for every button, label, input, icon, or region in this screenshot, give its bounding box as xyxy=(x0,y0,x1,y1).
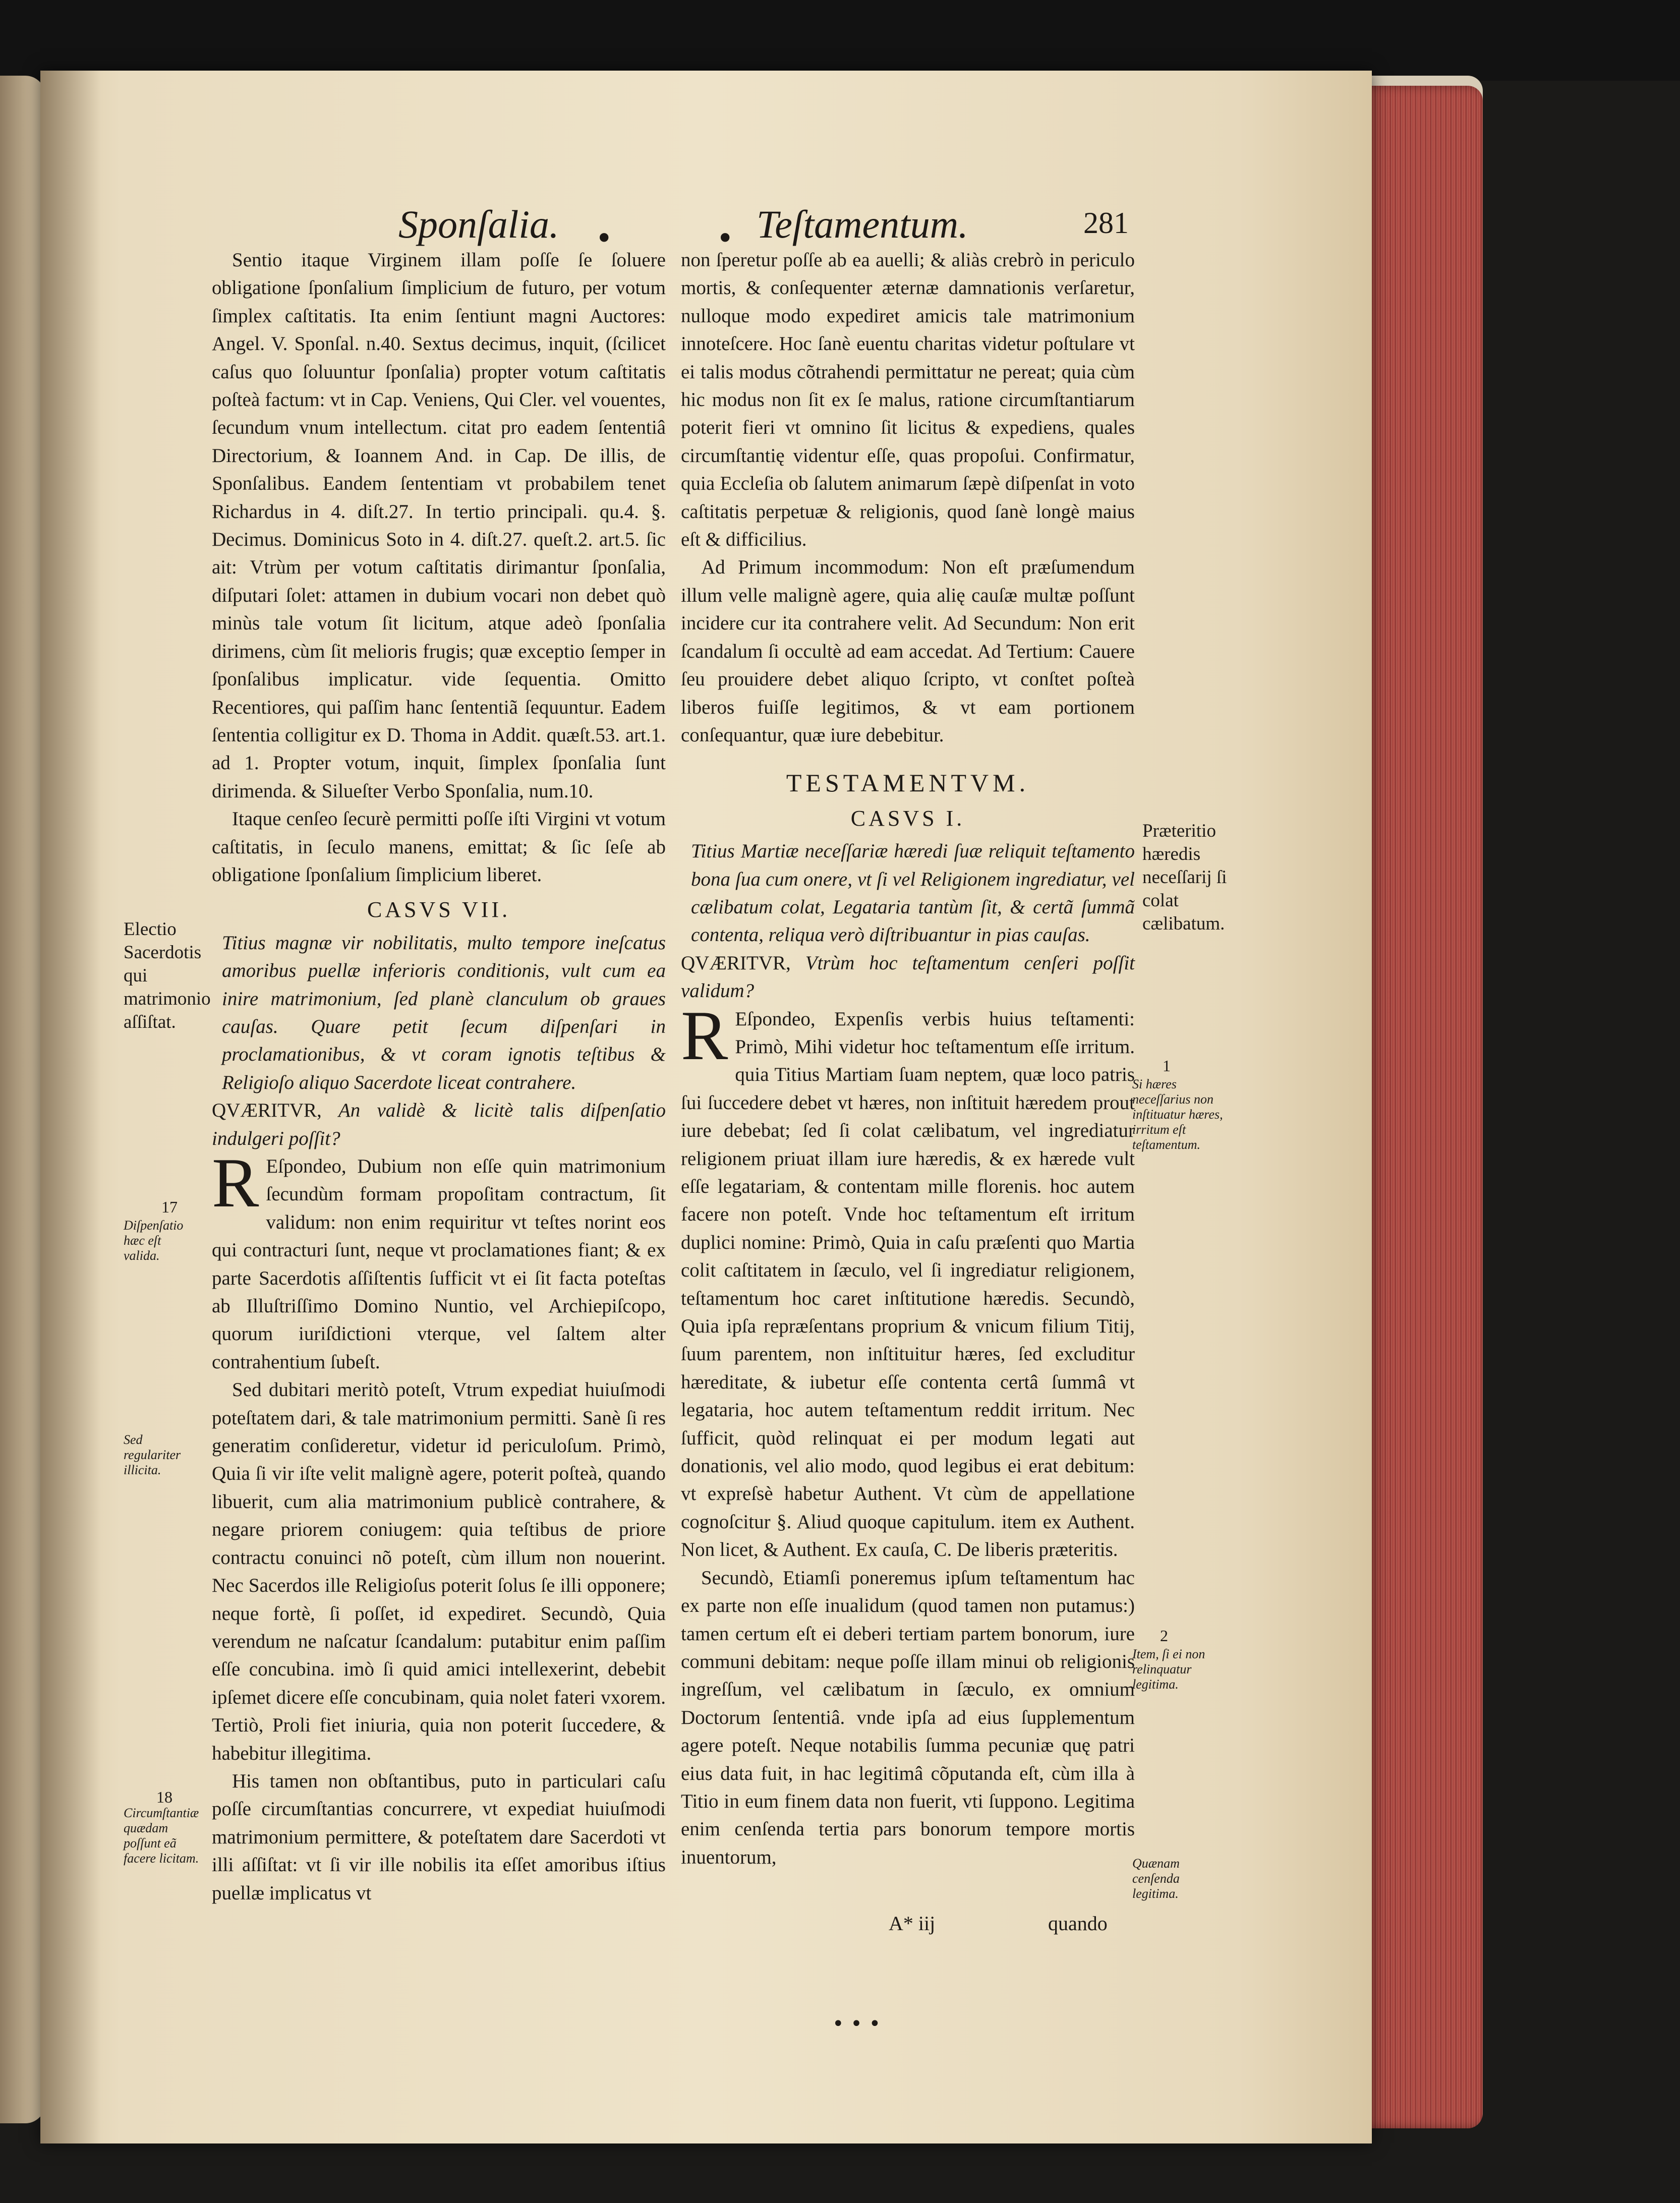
margin-note-circumstantiae: Circumſtantiæ quædam poſſunt eã facere licitam. xyxy=(124,1806,199,1866)
drop-cap: R xyxy=(681,996,728,1075)
signature-mark: A* iij xyxy=(889,1912,936,1935)
margin-note-si-haeres: Si hæres neceſſarius non inſtituatur hæres, irritum eſt teſtamentum. xyxy=(1132,1077,1223,1152)
paragraph: Sed dubitari meritò poteſt, Vtrum expediat huiuſmodi poteſtatem dari, & tale matrimonium permitti. Sanè ſi res generatim conſideretur, videtur id periculoſum. Primò, Quia ſi vir iſte velit malignè agere, poterit poſteà, quando libuerit, cum alia matrimonium publicè contrahere, & negare priorem coniugem: quia teſtibus de priore contractu conuinci nõ poteſt, cùm illum non nouerint. Nec Sacerdos ille Religioſus poterit ſolus ſe illi opponere; neque fortè, ſi poſſet, id expediret. Secundò, Quia verendum ne naſcatur ſcandalum: putabitur enim paſſim eſſe concubina. imò ſi quid amici intellexerint, debebit ipſemet dicere eſſe concubinam, quia nolet fateri vxorem. Tertiò, Proli fiet iniuria, quia non poterit ſuccedere, & habebitur illegitima. xyxy=(212,1379,666,1764)
question-text: Vtrùm hoc teſtamentum cenſeri poſſit validum? xyxy=(681,952,1135,1002)
margin-number: 18 xyxy=(156,1788,172,1806)
ornament-dot: • xyxy=(595,221,613,256)
section-heading: TESTAMENTVM. xyxy=(786,769,1030,797)
question xyxy=(212,1096,666,1152)
page-number: 281 xyxy=(1083,206,1129,240)
right-column xyxy=(681,246,1135,1871)
ornament-dot: • xyxy=(716,221,734,256)
response-text: Eſpondeo, Expenſis verbis huius teſtamenti: Primò, Mihi videtur hoc teſtamentum eſſe irritum. quia Titius Martiam ſuam neptem, quæ loco patris ſui ſuccedere debet vt hæres, non inſtituit hæredem prout iure debebat; ſed ſi colat cælibatum, vel ingrediatur religionem priuat illam iure hæredis, & ex hærede vult eſſe legatariam, & contentam mille florenis. hoc autem facere non poteſt. Vnde hoc teſtamentum eſt irritum duplici nomine: Primò, Quia in caſu præſenti quo Martia colit caſtitatem in ſæculo, vel ſi ingrediatur religionem, teſtamentum hoc caret inſtitutione hæredis. Secundò, Quia ipſa repræſentans proprium & vnicum filium Titij, ſuum parentem, non inſtituitur hæres, ſed excluditur hæreditate, & iubetur eſſe contenta certâ ſummâ vt legataria, hoc autem teſtamentum reddit irritum. Nec ſufficit, quòd relinquat ei per modum legati aut donationis, vel alio modo, quod legibus ei erat debitum: vt expreſsè habetur Authent. Vt cùm de appellatione cognoſcitur §. Aliud quoque capitulum. item ex Authent. Non licet, & Authent. Ex cauſa, C. De liberis præteritis. xyxy=(681,1008,1135,1561)
catchword: quando xyxy=(1048,1912,1108,1935)
margin-number: 2 xyxy=(1160,1627,1168,1645)
case-heading: CASVS I. xyxy=(850,805,965,831)
margin-note-electio: Electio Sacerdotis qui matrimonio aſſiſtat. xyxy=(124,919,211,1032)
paragraph: Sentio itaque Virginem illam poſſe ſe ſoluere obligatione ſponſalium ſimplicium de futuro, per votum ſimplex caſtitatis. Ita enim ſentiunt magni Auctores: Angel. V. Sponſal. n.40. Sextus decimus, inquit, (ſcilicet caſus quo ſoluuntur ſponſalia) propter votum caſtitatis poſteà factum: vt in Cap. Veniens, Qui Cler. vel vouentes, ſecundum vnum intellectum. citat pro eadem ſententiâ Directorium, & Ioannem And. in Cap. De illis, de Sponſalibus. Eandem ſententiam vt probabilem tenet Richardus in 4. diſt.27. In tertio principali. qu.4. §. Decimus. Dominicus Soto in 4. diſt.27. queſt.2. art.5. ſic ait: Vtrùm per votum caſtitatis dirimantur ſponſalia, diſputari ſolet: attamen in dubium vocari non debet quò minùs tale votum ſit licitum, atque adeò ſponſalia dirimens, cùm ſit melioris frugis; quæ exceptio ſemper in ſponſalibus implicatur. vide ſequentia. Omitto Recentiores, qui paſſim hanc ſententiã ſequuntur. Eadem ſententia colligitur ex D. Thoma in Addit. quæſt.53. art.1. ad 1. Propter votum, inquit, ſimplex ſponſalia ſunt dirimenda. & Silueſter Verbo Sponſalia, num.10. xyxy=(212,249,666,802)
running-head-right: Teſtamentum. xyxy=(757,202,968,246)
margin-number: 1 xyxy=(1163,1057,1171,1075)
question xyxy=(681,949,1135,1005)
case-heading: CASVS VII. xyxy=(367,897,511,922)
paragraph: Itaque cenſeo ſecurè permitti poſſe iſti Virgini vt votum caſtitatis, in ſeculo manens, emittat; & ſic ſeſe ab obligatione ſponſalium ſimplicium liberet. xyxy=(212,808,666,886)
margin-note-item: Item, ſi ei non relinquatur legitima. xyxy=(1132,1647,1205,1692)
paragraph: His tamen non obſtantibus, puto in particulari caſu poſſe circumſtantias concurrere, vt expediat huiuſmodi matrimonium permittere, & poteſtatem dare Sacerdoti vt illi aſſiſtat: vt ſi vir ille nobilis ita eſſet amoribus iſtius puellæ implicatus vt xyxy=(212,1770,666,1904)
paragraph: Ad Primum incommodum: Non eſt præſumendum illum velle malignè agere, quia alię cauſæ multæ poſſunt incidere cur ita contrahere velit. Ad Secundum: Non erit ſcandalum ſi occultè ad eam accedat. Ad Tertium: Cauere ſeu prouidere debet aliquo ſcripto, vt conſtet poſteà liberos fuiſſe legitimos, & vt eam portionem conſequantur, quæ iure debebitur. xyxy=(681,556,1135,746)
margin-note-sed-regulariter: Sed regulariter illicita. xyxy=(124,1432,181,1477)
left-column xyxy=(212,246,666,1907)
paragraph: Secundò, Etiamſi poneremus ipſum teſtamentum hac ex parte non eſſe inualidum (quod tamen non putamus:) tamen certum eſt ei deberi tertiam partem bonorum, iure communi debitam: neque poſſe illam minui ob religionis ingreſſum, vel cælibatum in ſæculo, ex omnium Doctorum ſententiâ. vnde ipſa ad eius ſupplementum agere poteſt. Neque notabilis ſumma pecuniæ quę patri eius data fuit, in hac legitimâ cõputanda eſt, cùm illa à Titio in eum finem data non fuerit, vti ſuppono. Legitima enim cenſenda tertia pars bonorum tempore mortis inuentorum, xyxy=(681,1567,1135,1868)
ink-specks: • • • xyxy=(832,2012,881,2036)
margin-note-dispensatio: Diſpenſatio hæc eſt valida. xyxy=(124,1218,184,1263)
running-head-left: Sponſalia. xyxy=(398,202,559,246)
response-text: Eſpondeo, Dubium non eſſe quin matrimonium ſecundùm formam propoſitam contractum, ſit validum: non enim requiritur vt teſtes norint eos qui contracturi ſunt, neque vt proclamationes fiant; & ex parte Sacerdotis aſſiſtentis ſufficit vt ei ſit facta poteſtas ab Illuſtriſſimo Domino Nuntio, vel Archiepiſcopo, quorum iuriſdictioni vterque, vel ſaltem alter contrahentium ſubeſt. xyxy=(212,1155,666,1373)
case-statement: Titius Martiæ neceſſariæ hæredi ſuæ reliquit teſtamento bona ſua cum onere, vt ſi vel Religionem ingrediatur, vel cælibatum colat, Legataria tantùm ſit, & certã ſummã contenta, reliqua verò diſtribuantur in pias cauſas. xyxy=(691,840,1135,946)
paragraph: non ſperetur poſſe ab ea auelli; & aliàs crebrò in periculo mortis, & conſequenter æternæ damnationis verſaretur, nulloque modo expediret amicis tale matrimonium innoteſcere. Hoc ſanè euentu charitas videtur poſtulare vt ei talis modus cõtrahendi permittatur ne pereat; quia cùm hic modus non ſit ex ſe malus, ratione circumſtantiarum poterit fieri vt omnino ſit licitus & expediens, quales circumſtantię videntur eſſe, quas propoſui. Confirmatur, quia Eccleſia ob ſalutem animarum ſæpè diſpenſat in voto caſtitatis perpetuæ & religionis, quod ſanè longè maius eſt & difficilius. xyxy=(681,249,1135,551)
gutter-shadow xyxy=(40,71,101,2143)
margin-note-praeteritio: Præteritio hæredis neceſſarij ſi colat cælibatum. xyxy=(1142,821,1227,934)
response-paragraph xyxy=(681,996,1135,1564)
drop-cap: R xyxy=(212,1144,259,1222)
margin-note-quanam: Quænam cenſenda legitima. xyxy=(1132,1856,1180,1901)
quaeritur-label: QVÆRITVR, xyxy=(681,952,791,974)
margin-number: 17 xyxy=(161,1198,178,1216)
case-statement: Titius magnæ vir nobilitatis, multo tempore ineſcatus amoribus puellæ inferioris conditionis, vult cum ea inire matrimonium, ſed planè clanculum ob graues cauſas. Quare petit ſecum diſpenſari in proclamationibus, & vt coram ignotis teſtibus & Religioſo aliquo Sacerdote liceat contrahere. xyxy=(222,932,666,1093)
quaeritur-label: QVÆRITVR, xyxy=(212,1099,322,1122)
question-text: An validè & licitè talis diſpenſatio indulgeri poſſit? xyxy=(212,1099,666,1149)
facing-page-edge xyxy=(0,76,45,2123)
response-paragraph xyxy=(212,1144,666,1376)
dark-background xyxy=(0,0,1680,81)
